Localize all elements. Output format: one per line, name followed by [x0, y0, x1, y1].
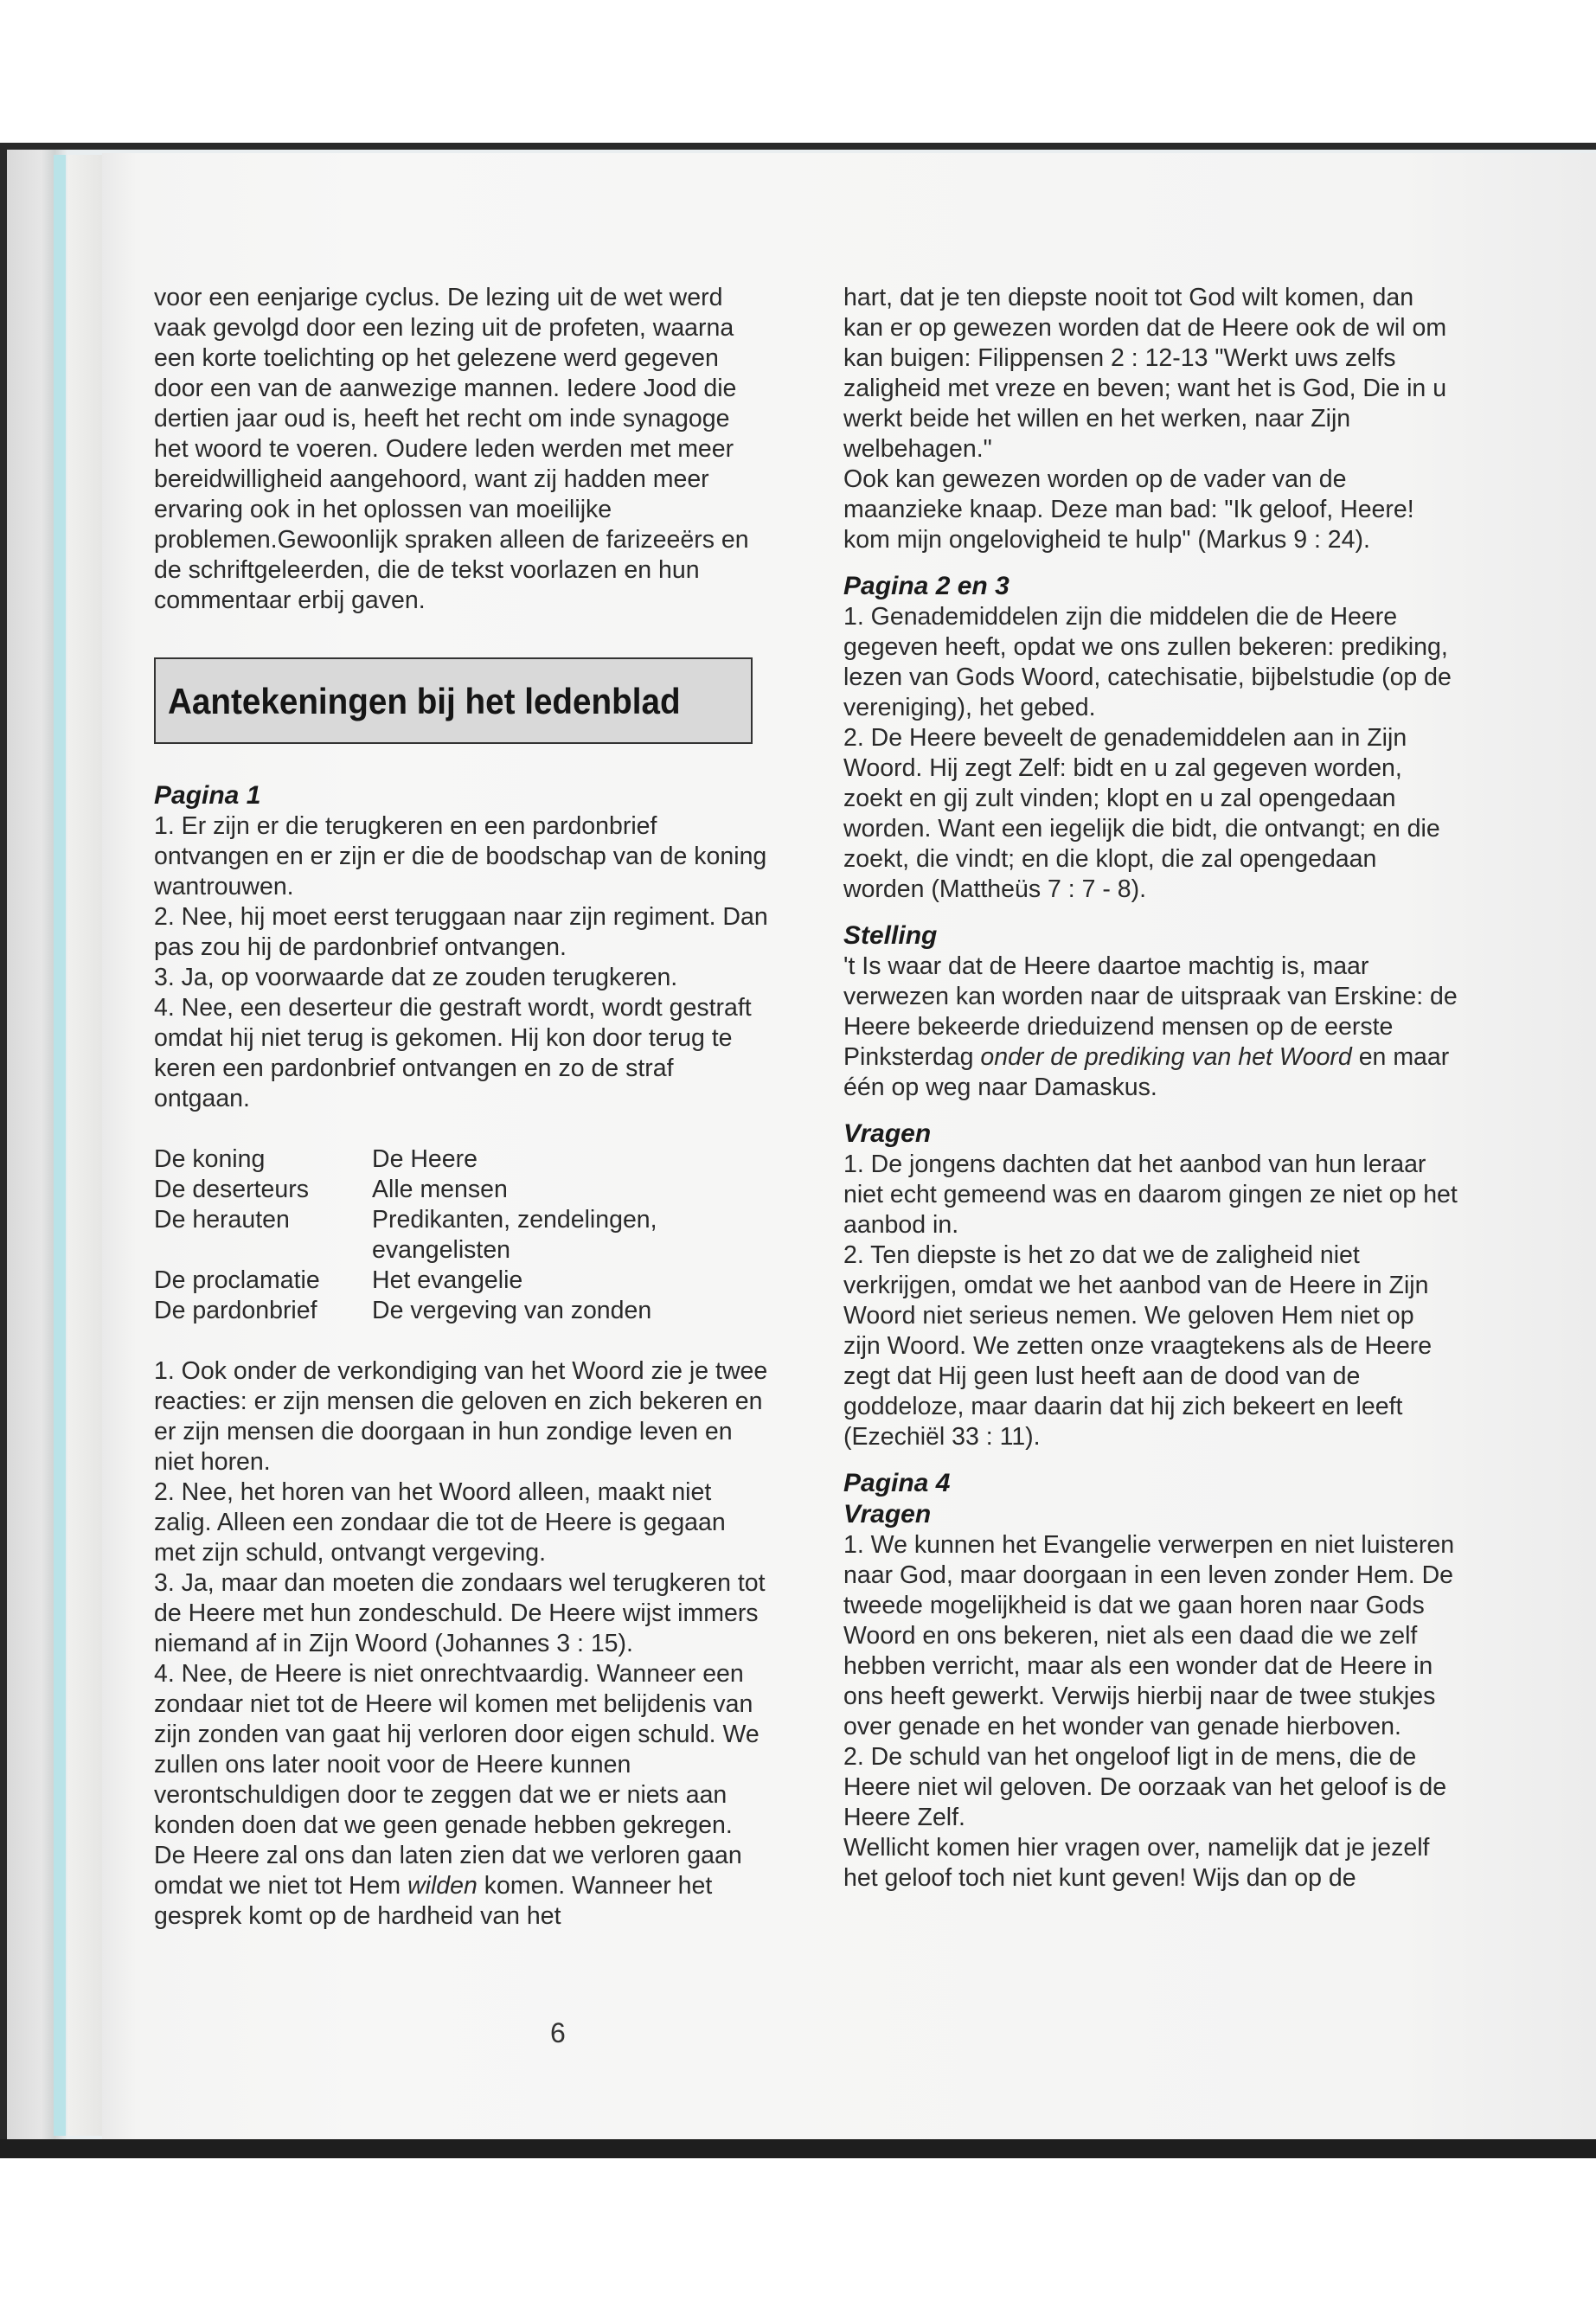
question-answer	[154, 1659, 768, 1932]
page-edge-stack	[67, 155, 102, 2136]
pagina-2-3-item: 1. Genademiddelen zijn die middelen die de Heere gegeven heeft, opdat we ons zullen bekeren: prediking, lezen van Gods Woord, catechisatie, bijbelstudie (op de vereniging), het gebed.	[843, 603, 1452, 721]
question-answer: 2. Nee, het horen van het Woord alleen, maakt niet zalig. Alleen een zondaar die tot de Heere is gegaan met zijn schuld, ontvangt vergeving.	[154, 1478, 726, 1567]
question-answer: 3. Ja, maar dan moeten die zondaars wel terugkeren tot de Heere met hun zondeschuld. De Heere wijst immers niemand af in Zijn Woord (Johannes 3 : 15).	[154, 1569, 766, 1657]
pagina-4-item: 2. De schuld van het ongeloof ligt in de mens, die de Heere niet wil geloven. De oorzaak van het geloof is de Heere Zelf.	[843, 1743, 1447, 1831]
stelling-italic: onder de prediking van het Woord	[980, 1043, 1352, 1071]
stelling-text-start: 't Is waar dat de Heere daartoe machtig is, maar verwezen kan worden naar de uitspraak van Erskine: de Heere bekeerde drieduizend mensen op de eerste Pinksterdag	[843, 952, 1458, 1071]
page-number: 6	[550, 2017, 566, 2048]
pagina-1-item: 4. Nee, een deserteur die gestraft wordt, wordt gestraft omdat hij niet terug is gekomen. Hij kon door terug te keren een pardonbrief ontvangen en zo de straf ontgaan.	[154, 994, 752, 1112]
vragen-heading: Vragen	[843, 1119, 932, 1148]
answer-text-end: komen. Wanneer het gesprek komt op de hardheid van het	[154, 1872, 713, 1930]
mapping-meaning: Het evangelie	[372, 1266, 523, 1294]
stelling-text	[843, 952, 1458, 1103]
right-column	[843, 283, 1458, 1894]
scan-bottom-edge	[0, 2139, 1596, 2158]
stelling-text-end: en maar één op weg naar Damaskus.	[843, 1043, 1450, 1101]
scan-background-top	[0, 0, 1596, 143]
intro-paragraph-right-2: Ook kan gewezen worden op de vader van de maanzieke knaap. Deze man bad: "Ik geloof, Heere! kom mijn ongelovigheid te hulp" (Markus 9 : 24).	[843, 465, 1414, 554]
mapping-meaning: De Heere	[372, 1145, 478, 1173]
intro-paragraph: voor een eenjarige cyclus. De lezing uit de wet werd vaak gevolgd door een lezing uit de profeten, waarna een korte toelichting op het gelezene werd gegeven door een van de aanwezige mannen. Iedere Jood die dertien jaar oud is, heeft het recht om inde synagoge het woord te voeren. Oudere leden werden met meer bereidwilligheid aangehoord, want zij hadden meer ervaring ook in het oplossen van moeilijke problemen.Gewoonlijk spraken alleen de farizeeërs en de schriftgeleerden, die de tekst voorlazen en hun commentaar erbij gaven.	[154, 284, 749, 614]
vragen-item: 2. Ten diepste is het zo dat we de zaligheid niet verkrijgen, omdat we het aanbod van de Heere in Zijn Woord niet serieus nemen. We geloven Hem niet op zijn Woord. We zetten onze vraagtekens als de Heere zegt dat Hij geen lust heeft aan de dood van de goddeloze, maar daarin dat hij zich bekeert en leeft (Ezechiël 33 : 11).	[843, 1241, 1433, 1451]
vragen-item: 1. De jongens dachten dat het aanbod van hun leraar niet echt gemeend was en daarom gingen ze niet op het aanbod in.	[843, 1150, 1458, 1239]
section-title-box	[154, 657, 753, 744]
stelling-heading: Stelling	[843, 921, 938, 950]
mapping-term: De herauten	[154, 1206, 290, 1234]
intro-paragraph-right: hart, dat je ten diepste nooit tot God wilt komen, dan kan er op gewezen worden dat de Heere ook de wil om kan buigen: Filippensen 2 : 12-13 "Werkt uws zelfs zaligheid met vreze en beven; want het is God, Die in u werkt beide het willen en het werken, naar Zijn welbehagen."	[843, 284, 1447, 463]
pagina-1-heading: Pagina 1	[154, 781, 261, 810]
mapping-meaning: De vergeving van zonden	[372, 1297, 652, 1324]
pagina-2-3-item: 2. De Heere beveelt de genademiddelen aan in Zijn Woord. Hij zegt Zelf: bidt en u zal gegeven worden, zoekt en gij zult vinden; klopt en u zal opengedaan worden. Want een iegelijk die bidt, die ontvangt; en die zoekt, die vindt; en die klopt, die zal opengedaan worden (Mattheüs 7 : 7 - 8).	[843, 724, 1440, 903]
answer-text: 4. Nee, de Heere is niet onrechtvaardig. Wanneer een zondaar niet tot de Heere wil komen met belijdenis van zijn zonden van gaat hij verloren door eigen schuld. We zullen ons later nooit voor de Heere kunnen verontschuldigen door te zeggen dat we er niets aan konden doen dat we geen genade hebben gekregen. De Heere zal ons dan laten zien dat we verloren gaan omdat we niet tot Hem	[154, 1660, 760, 1900]
page-edge-blue	[54, 155, 66, 2136]
mapping-meaning: Alle mensen	[372, 1176, 508, 1203]
pagina-1-item: 2. Nee, hij moet eerst teruggaan naar zijn regiment. Dan pas zou hij de pardonbrief ontvangen.	[154, 903, 768, 961]
section-title: Aantekeningen bij het ledenblad	[168, 680, 681, 721]
allegory-mapping-table	[154, 1144, 768, 1326]
mapping-meaning: Predikanten, zendelingen, evangelisten	[372, 1206, 657, 1264]
mapping-term: De deserteurs	[154, 1176, 310, 1203]
mapping-term: De koning	[154, 1145, 266, 1173]
pagina-2-3-heading: Pagina 2 en 3	[843, 572, 1010, 600]
mapping-term: De pardonbrief	[154, 1297, 317, 1324]
question-answer: 1. Ook onder de verkondiging van het Woord zie je twee reacties: er zijn mensen die geloven en zich bekeren en er zijn mensen die doorgaan in hun zondige leven en niet horen.	[154, 1357, 768, 1476]
answer-italic: wilden	[407, 1872, 478, 1900]
mapping-term: De proclamatie	[154, 1266, 320, 1294]
pagina-4-item: Wellicht komen hier vragen over, namelijk dat je jezelf het geloof toch niet kunt geven! Wijs dan op de	[843, 1834, 1430, 1892]
pagina-1-item: 1. Er zijn er die terugkeren en een pardonbrief ontvangen en er zijn er die de boodschap van de koning wantrouwen.	[154, 812, 767, 901]
scan-background-bottom	[0, 2158, 1596, 2301]
pagina-4-subheading: Vragen	[843, 1500, 932, 1529]
pagina-4-heading: Pagina 4	[843, 1469, 951, 1497]
pagina-1-item: 3. Ja, op voorwaarde dat ze zouden terugkeren.	[154, 964, 678, 991]
pagina-4-item: 1. We kunnen het Evangelie verwerpen en niet luisteren naar God, maar doorgaan in een leven zonder Hem. De tweede mogelijkheid is dat we gaan horen naar Gods Woord en ons bekeren, niet als een daad die we zelf hebben verricht, maar als een wonder dat de Heere in ons heeft gewerkt. Verwijs hierbij naar de twee stukjes over genade en het wonder van genade hierboven.	[843, 1531, 1455, 1740]
left-column	[154, 283, 768, 1932]
